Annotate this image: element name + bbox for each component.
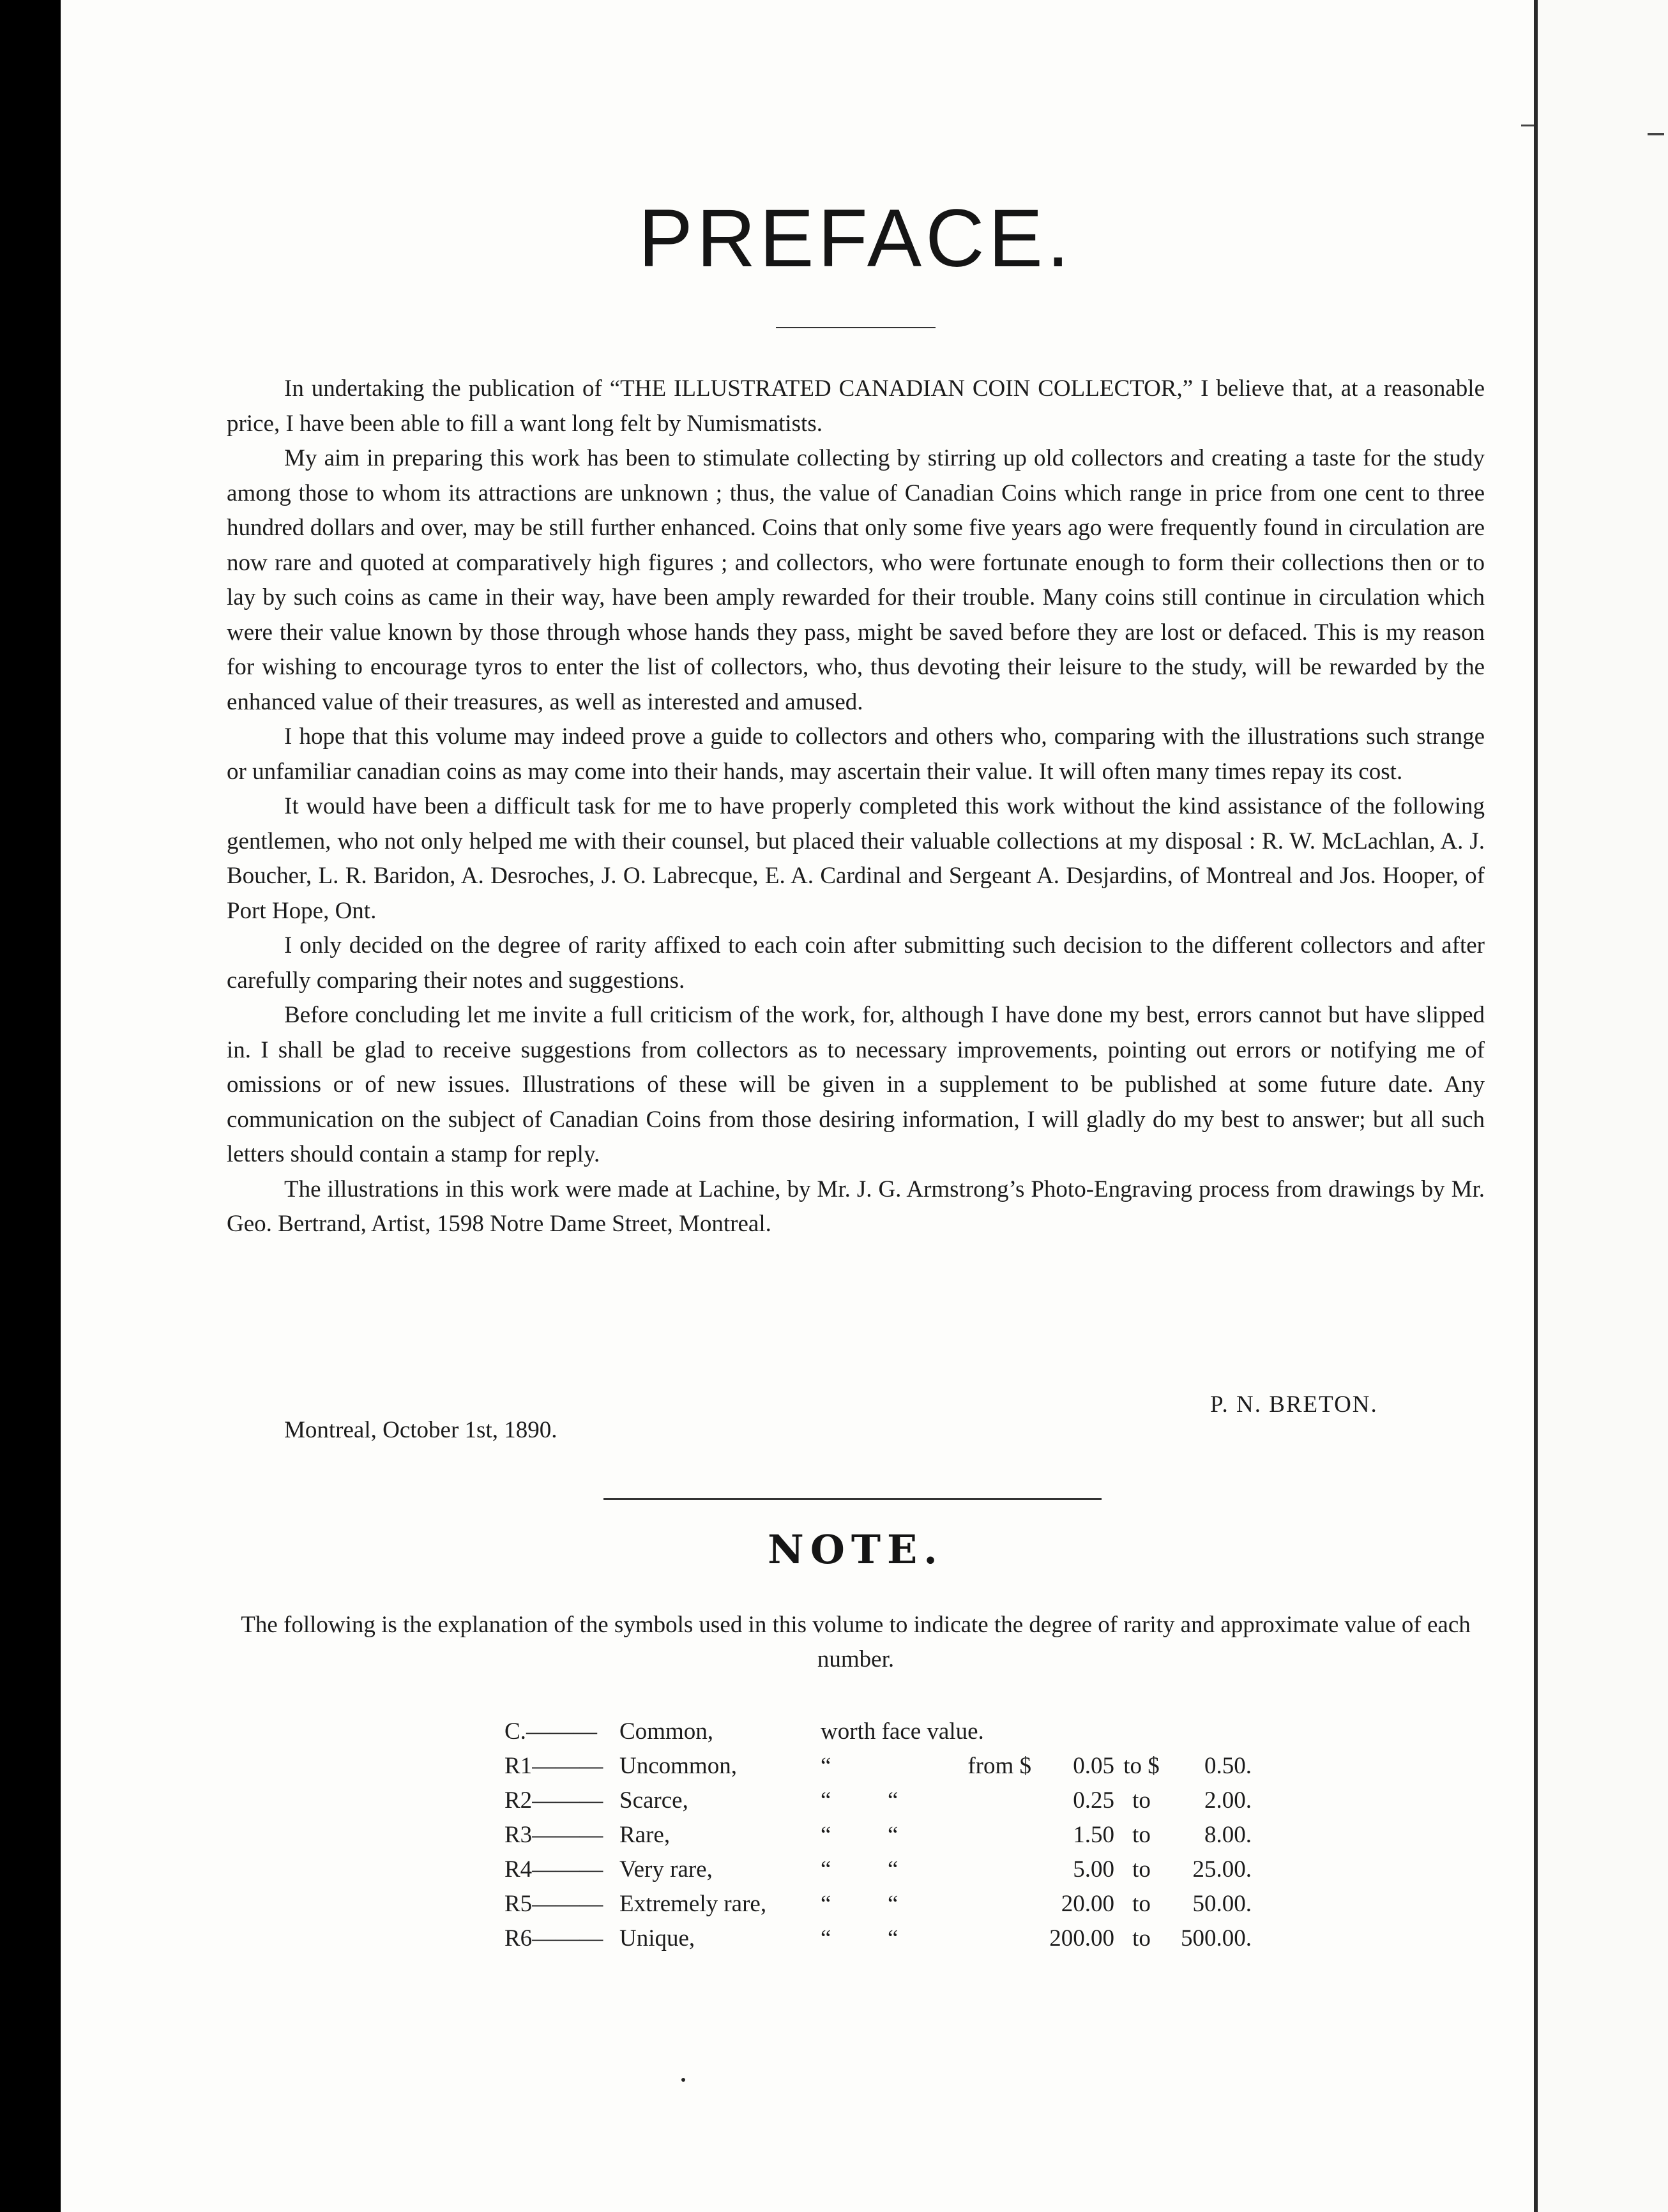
rarity-symbol-text: R3 <box>504 1821 533 1848</box>
paragraph: Before concluding let me invite a full criticism of the work, for, although I have done my best, errors cannot but have slipped in. I shall be glad to receive suggestions from collectors as to necessary improvements, pointing out errors or notifying me of omissions or of new issues. Illustrations of these will be given in a supplement to be published at some future date. Any communication on the subject of Canadian Coins from those desiring information, I will gladly do my best to answer; but all such letters should contain a stamp for reply. <box>227 1002 1485 1167</box>
title-divider <box>776 327 936 328</box>
low-value: 0.05 <box>1073 1752 1114 1779</box>
rarity-symbol-text: R4 <box>504 1856 533 1882</box>
table-row <box>504 1921 1252 1955</box>
ditto-mark: “ <box>888 1787 898 1814</box>
rarity-label: Common, <box>619 1718 713 1745</box>
dash-leader: ——— <box>532 1925 603 1951</box>
paragraph: My aim in preparing this work has been to stimulate collecting by stirring up old collectors and creating a taste for the study among those to whom its attractions are unknown ; thus, the value of Canadian Coins which range in price from one cent to three hundred dollars and over, may be still further enhanced. Coins that only some five years ago were frequently found in circulation are now rare and quoted at comparatively high figures ; and collectors, who were fortunate enough to form their collections then or to lay by such coins as came in their way, have been amply rewarded for their trouble. Many coins still continue in circulation which were their value known by those through whose hands they pass, might be saved before they are lost or defaced. This is my reason for wishing to encourage tyros to enter the list of collectors, who, thus devoting their leisure to the study, will be rewarded by the enhanced value of their treasures, as well as interested and amused. <box>227 445 1485 715</box>
to-label: to $ <box>1123 1752 1160 1779</box>
ditto-mark: “ <box>888 1925 898 1951</box>
edge-tick <box>1521 125 1534 126</box>
rarity-symbol <box>504 1921 619 1955</box>
preface-body <box>227 372 1485 1242</box>
to-label: to <box>1132 1787 1151 1814</box>
rarity-label: Rare, <box>619 1821 671 1848</box>
dash-leader: ——— <box>532 1787 603 1814</box>
section-divider <box>603 1498 1102 1500</box>
table-row <box>504 1852 1252 1886</box>
from-label <box>942 1783 1038 1817</box>
to-label: to <box>1132 1821 1151 1848</box>
ditto-mark <box>888 1748 942 1783</box>
page-title: PREFACE. <box>638 193 1073 284</box>
high-value: 8.00. <box>1204 1821 1252 1848</box>
rarity-symbol <box>504 1714 619 1748</box>
print-speck <box>681 2078 685 2082</box>
rarity-symbol <box>504 1748 619 1783</box>
from-label <box>942 1886 1038 1921</box>
edge-tick <box>1648 133 1664 135</box>
ditto-mark: “ <box>821 1752 831 1779</box>
high-value: 50.00. <box>1192 1890 1252 1917</box>
table-row <box>504 1783 1252 1817</box>
rarity-symbol-text: C. <box>504 1718 526 1745</box>
rarity-symbol-text: R1 <box>504 1752 533 1779</box>
table-row <box>504 1886 1252 1921</box>
to-label: to <box>1132 1856 1151 1882</box>
rarity-label: Extremely rare, <box>619 1890 767 1917</box>
paragraph: In undertaking the publication of “THE ILLUSTRATED CANADIAN COIN COLLECTOR,” I believe that, at a reasonable price, I have been able to fill a want long felt by Numismatists. <box>227 375 1485 437</box>
facing-page-edge <box>1534 0 1668 2212</box>
high-value: 500.00. <box>1181 1925 1252 1951</box>
ditto-mark: “ <box>821 1856 831 1882</box>
paragraph: I only decided on the degree of rarity affixed to each coin after submitting such decision to the different collectors and after carefully comparing their notes and suggestions. <box>227 932 1485 994</box>
low-value: 5.00 <box>1073 1856 1114 1882</box>
dash-leader: ——— <box>532 1821 603 1848</box>
low-value: 200.00 <box>1049 1925 1114 1951</box>
table-row <box>504 1748 1252 1783</box>
from-label <box>942 1852 1038 1886</box>
ditto-mark: “ <box>821 1787 831 1814</box>
low-value: 0.25 <box>1073 1787 1114 1814</box>
rarity-symbol <box>504 1852 619 1886</box>
rarity-label: Very rare, <box>619 1856 713 1882</box>
dash-leader: ——— <box>532 1752 603 1779</box>
from-label <box>942 1921 1038 1955</box>
ditto-mark: worth face value. <box>821 1718 984 1745</box>
rarity-symbol-text: R6 <box>504 1925 533 1951</box>
author-signature: P. N. BRETON. <box>1210 1391 1378 1418</box>
rarity-label: Scarce, <box>619 1787 688 1814</box>
dash-leader: ——— <box>532 1890 603 1917</box>
high-value: 25.00. <box>1192 1856 1252 1882</box>
low-value: 20.00 <box>1061 1890 1114 1917</box>
note-title: NOTE. <box>768 1526 944 1573</box>
ditto-mark: “ <box>821 1821 831 1848</box>
high-value: 0.50. <box>1204 1752 1252 1779</box>
table-row <box>504 1714 1252 1748</box>
rarity-label: Uncommon, <box>619 1752 737 1779</box>
ditto-mark: “ <box>821 1925 831 1951</box>
rarity-symbol <box>504 1817 619 1852</box>
from-label <box>942 1817 1038 1852</box>
paragraph: It would have been a difficult task for me to have properly completed this work without the kind assistance of the following gentlemen, who not only helped me with their counsel, but placed their valuable collections at my disposal : R. W. McLachlan, A. J. Boucher, L. R. Baridon, A. Desroches, J. O. Labrecque, E. A. Cardinal and Sergeant A. Desjardins, of Montreal and Jos. Hooper, of Port Hope, Ont. <box>227 793 1485 924</box>
ditto-mark: “ <box>888 1821 898 1848</box>
rarity-symbol <box>504 1886 619 1921</box>
dash-leader: ——— <box>526 1718 597 1745</box>
rarity-label: Unique, <box>619 1925 695 1951</box>
ditto-mark: “ <box>888 1856 898 1882</box>
dateline: Montreal, October 1st, 1890. <box>284 1417 557 1443</box>
ditto-mark: “ <box>821 1890 831 1917</box>
paragraph: I hope that this volume may indeed prove a guide to collectors and others who, comparing with the illustrations such strange or unfamiliar canadian coins as may come into their hands, may ascertain their value. It will often many times repay its cost. <box>227 723 1485 785</box>
dash-leader: ——— <box>532 1856 603 1882</box>
to-label: to <box>1132 1925 1151 1951</box>
to-label: to <box>1132 1890 1151 1917</box>
ditto-mark: “ <box>888 1890 898 1917</box>
rarity-symbol-text: R5 <box>504 1890 533 1917</box>
rarity-symbol <box>504 1783 619 1817</box>
low-value: 1.50 <box>1073 1821 1114 1848</box>
paragraph: The illustrations in this work were made at Lachine, by Mr. J. G. Armstrong’s Photo-Engraving process from drawings by Mr. Geo. Bertrand, Artist, 1598 Notre Dame Street, Montreal. <box>227 1176 1485 1237</box>
high-value: 2.00. <box>1204 1787 1252 1814</box>
from-label: from $ <box>967 1752 1031 1779</box>
table-row <box>504 1817 1252 1852</box>
rarity-table <box>504 1714 1252 1955</box>
note-intro: The following is the explanation of the symbols used in this volume to indicate the degree of rarity and approximate value of each number. <box>241 1612 1471 1672</box>
rarity-symbol-text: R2 <box>504 1787 533 1814</box>
